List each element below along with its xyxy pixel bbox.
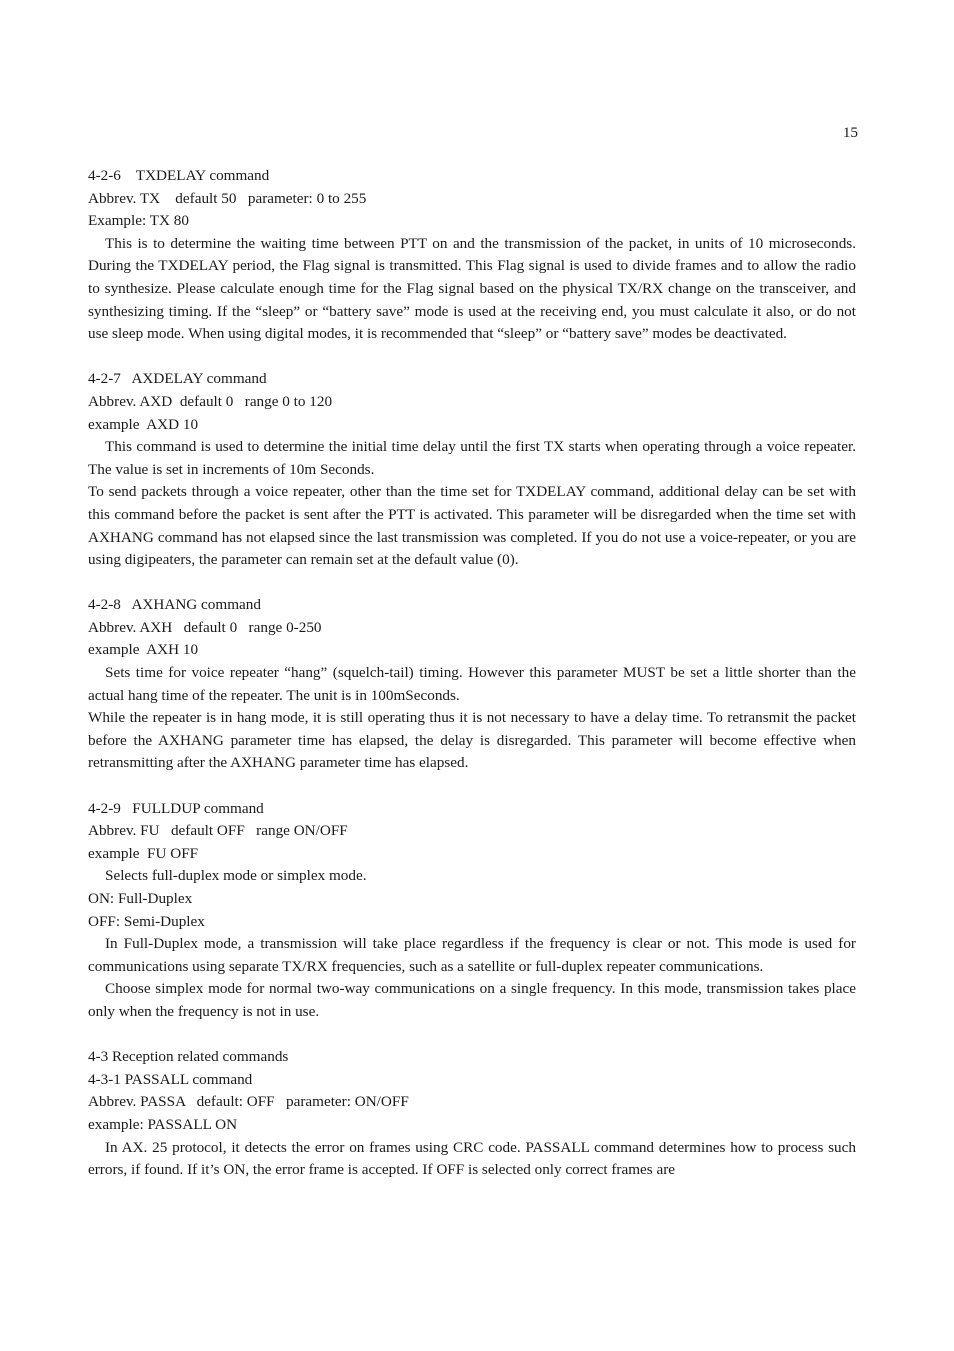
section-heading: 4-2-8 AXHANG command [88, 596, 261, 614]
section-heading: 4-2-7 AXDELAY command [88, 370, 267, 388]
body-paragraph: While the repeater is in hang mode, it is still operating thus it is not necessary to have a delay time. To retransmit the packet before the AXHANG parameter time has elapsed, the delay is disregarded. This parameter will become effective when retransmitting after the AXHANG parameter time has elapsed. [88, 709, 856, 772]
abbrev-line: Abbrev. PASSA default: OFF parameter: ON/OFF [88, 1093, 409, 1111]
body-paragraph: This command is used to determine the initial time delay until the first TX starts when operating through a voice repeater. The value is set in increments of 10m Seconds. [88, 438, 856, 478]
body-paragraph: Choose simplex mode for normal two-way communications on a single frequency. In this mode, transmission takes place only when the frequency is not in use. [88, 980, 856, 1020]
abbrev-line: Abbrev. AXH default 0 range 0-250 [88, 618, 322, 636]
section-axhang [88, 594, 856, 775]
option-off-line: OFF: Semi-Duplex [88, 912, 205, 930]
section-heading: 4-2-6 TXDELAY command [88, 167, 270, 184]
body-paragraph: Sets time for voice repeater “hang” (squelch-tail) timing. However this parameter MUST be set a little shorter than the actual hang time of the repeater. The unit is in 100mSeconds. [88, 664, 856, 704]
abbrev-line: Abbrev. TX default 50 parameter: 0 to 255 [88, 189, 367, 207]
example-line: Example: TX 80 [88, 212, 189, 230]
abbrev-line: Abbrev. FU default OFF range ON/OFF [88, 822, 348, 840]
intro-line: Selects full-duplex mode or simplex mode. [105, 867, 367, 885]
section-heading: 4-2-9 FULLDUP command [88, 799, 264, 817]
section-spacer [88, 572, 856, 595]
section-spacer [88, 775, 856, 798]
body-paragraph: In AX. 25 protocol, it detects the error on frames using CRC code. PASSALL command determines how to process such errors, if found. If it’s ON, the error frame is accepted. If OFF is selected only correct frames are [88, 1138, 856, 1179]
example-line: example AXH 10 [88, 641, 199, 659]
section-heading: 4-3-1 PASSALL command [88, 1070, 253, 1088]
page-content [88, 165, 856, 1182]
page-number: 15 [842, 124, 858, 141]
section-txdelay [88, 165, 856, 346]
section-spacer [88, 346, 856, 369]
example-line: example: PASSALL ON [88, 1115, 238, 1133]
section-fulldup [88, 798, 856, 1024]
section-axdelay [88, 368, 856, 571]
section-spacer [88, 1024, 856, 1047]
group-heading: 4-3 Reception related commands [88, 1048, 289, 1066]
body-paragraph: To send packets through a voice repeater, other than the time set for TXDELAY command, additional delay can be set with this command before the packet is sent after the PTT is activated. This parameter will be disregarded when the time set with AXHANG command has not elapsed since the last transmission was completed. If you do not use a voice-repeater, or you are using digipeaters, the parameter can remain set at the default value (0). [88, 483, 856, 569]
abbrev-line: Abbrev. AXD default 0 range 0 to 120 [88, 392, 333, 410]
option-on-line: ON: Full-Duplex [88, 890, 193, 907]
example-line: example FU OFF [88, 844, 199, 862]
body-paragraph: This is to determine the waiting time between PTT on and the transmission of the packet, in units of 10 microseconds. During the TXDELAY period, the Flag signal is transmitted. This Flag signal is used to divide frames and to allow the radio to synthesize. Please calculate enough time for the Flag signal based on the physical TX/RX change on the transceiver, and synthesizing timing. If the “sleep” or “battery save” mode is used at the receiving end, you must calculate it also, or do not use sleep mode. When using digital modes, it is recommended that “sleep” or “battery save” modes be deactivated. [88, 234, 856, 343]
example-line: example AXD 10 [88, 415, 199, 433]
section-passall [88, 1046, 856, 1182]
body-paragraph: In Full-Duplex mode, a transmission will take place regardless if the frequency is clear or not. This mode is used for communications using separate TX/RX frequencies, such as a satellite or full-duplex repeater communications. [88, 935, 856, 975]
